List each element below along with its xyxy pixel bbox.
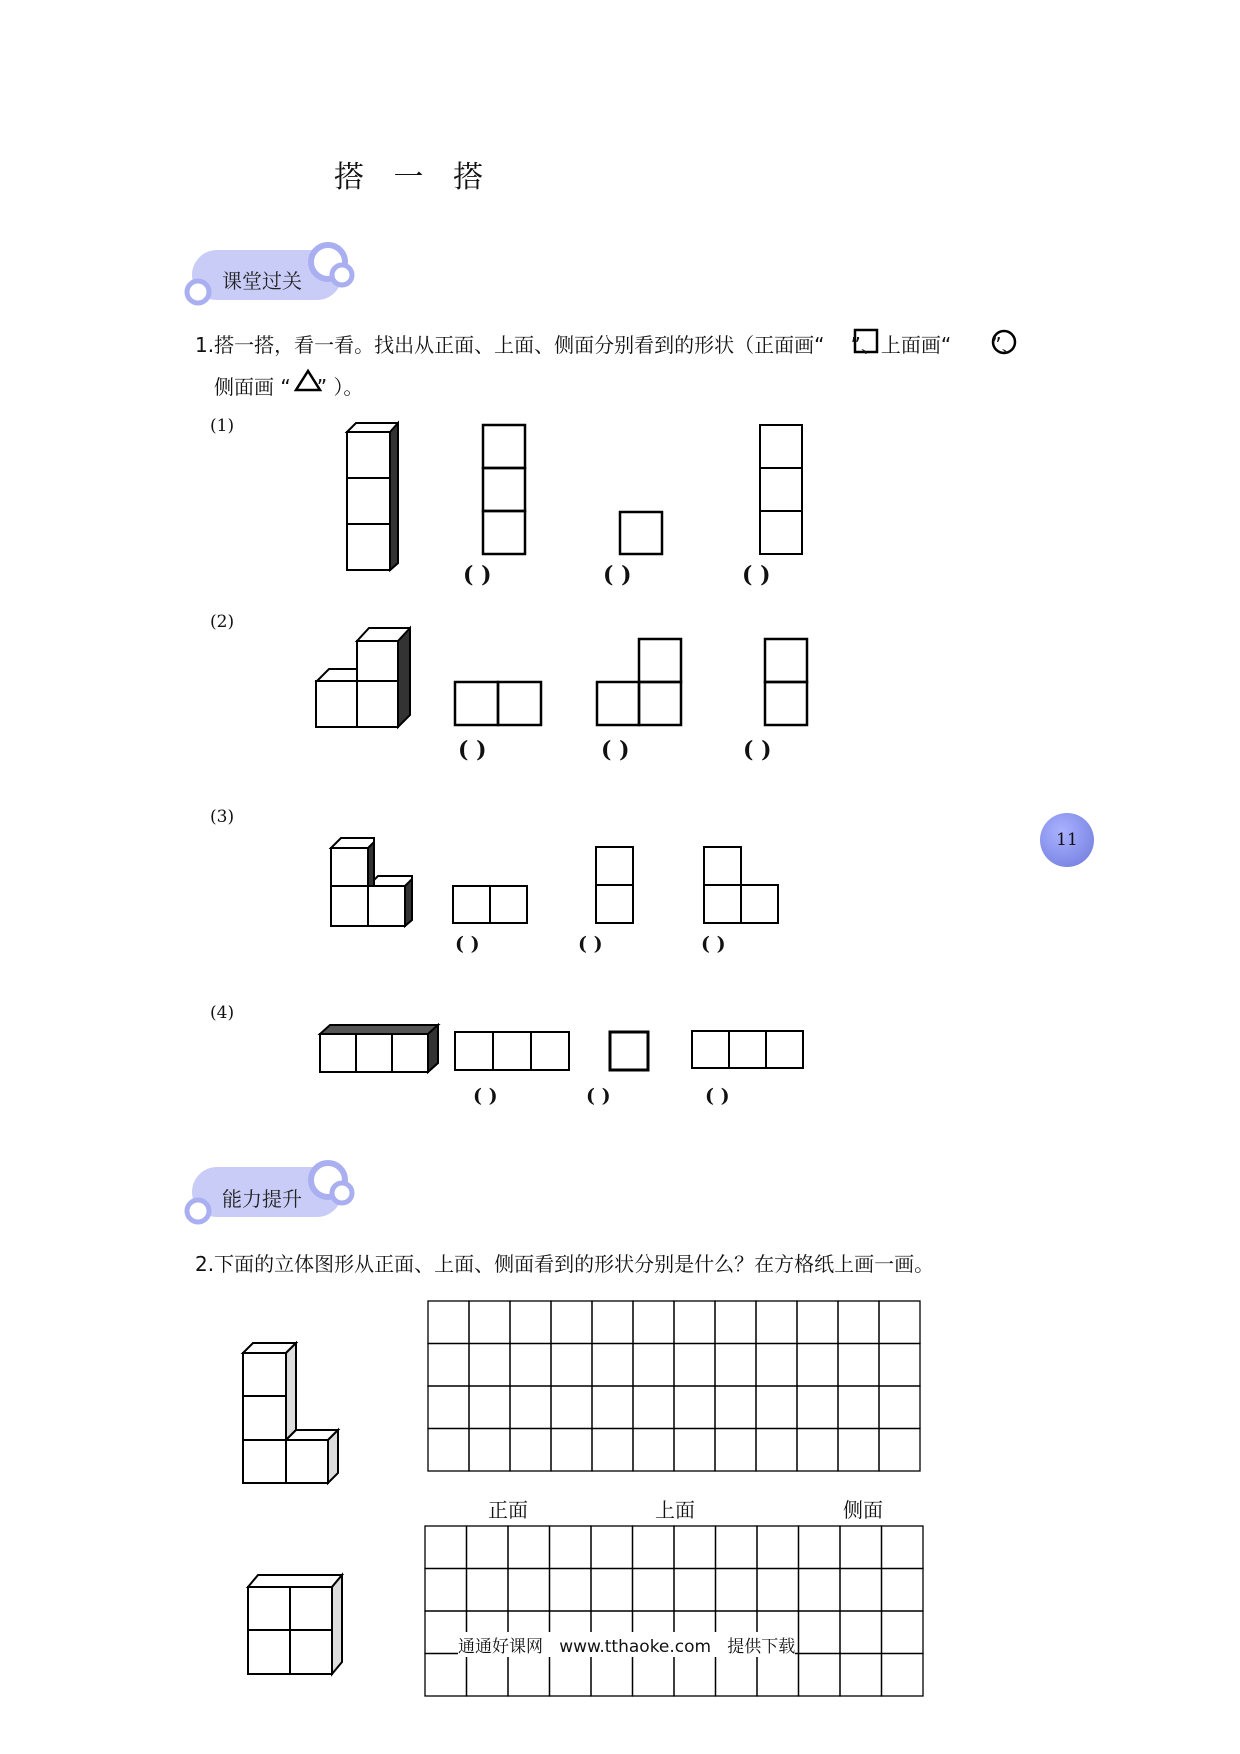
item1-view-b xyxy=(620,512,662,554)
grid-cell[interactable] xyxy=(550,1654,592,1697)
q1-line1-part-b: ”、上面画“ xyxy=(850,333,952,357)
grid-cell[interactable] xyxy=(882,1611,924,1654)
grid-cell[interactable] xyxy=(674,1344,715,1387)
grid-cell[interactable] xyxy=(840,1611,882,1654)
item-number-3: (3) xyxy=(210,807,235,827)
grid-cell[interactable] xyxy=(882,1569,924,1612)
item3-view-a xyxy=(453,886,527,923)
item1-view-c xyxy=(760,425,802,554)
grid-cell[interactable] xyxy=(591,1569,633,1612)
grid-cell[interactable] xyxy=(425,1526,467,1569)
item1-view-a xyxy=(483,425,525,554)
grid-cell[interactable] xyxy=(838,1301,879,1344)
answer-blank[interactable]: ( ) xyxy=(473,1085,498,1107)
grid-cell[interactable] xyxy=(716,1526,758,1569)
item-number-1: (1) xyxy=(210,416,235,436)
grid-cell[interactable] xyxy=(633,1386,674,1429)
answer-blank[interactable]: ( ) xyxy=(701,933,726,955)
grid-cell[interactable] xyxy=(510,1301,551,1344)
item-number-2: (2) xyxy=(210,612,235,632)
grid-cell[interactable] xyxy=(840,1526,882,1569)
grid-cell[interactable] xyxy=(633,1654,675,1697)
grid-cell[interactable] xyxy=(467,1654,509,1697)
grid-cell[interactable] xyxy=(551,1386,592,1429)
item4-solid-figure xyxy=(320,1025,438,1072)
answer-blank[interactable]: ( ) xyxy=(455,933,480,955)
grid-cell[interactable] xyxy=(882,1654,924,1697)
item2-view-b xyxy=(597,639,681,725)
grid-cell[interactable] xyxy=(551,1344,592,1387)
grid-cell[interactable] xyxy=(879,1386,920,1429)
grid-label-side: 侧面 xyxy=(843,1498,883,1522)
drawing-grid-1[interactable] xyxy=(428,1301,920,1471)
q1-line2 xyxy=(214,371,363,400)
grid-cell[interactable] xyxy=(879,1429,920,1472)
grid-cell[interactable] xyxy=(633,1569,675,1612)
grid-cell[interactable] xyxy=(550,1526,592,1569)
item2-view-c xyxy=(765,639,807,725)
page-number-badge: 11 xyxy=(1040,813,1094,867)
grid-cell[interactable] xyxy=(840,1569,882,1612)
item4-view-c xyxy=(692,1031,803,1068)
grid-cell[interactable] xyxy=(591,1526,633,1569)
grid-cell[interactable] xyxy=(469,1386,510,1429)
item2-solid-figure xyxy=(316,628,410,727)
q1-line2-part-b: ” ）。 xyxy=(316,375,364,399)
grid-cell[interactable] xyxy=(757,1654,799,1697)
grid-cell[interactable] xyxy=(715,1301,756,1344)
item3-view-c xyxy=(704,847,778,923)
grid-cell[interactable] xyxy=(633,1429,674,1472)
q2-text: 2.下面的立体图形从正面、上面、侧面看到的形状分别是什么？在方格纸上画一画。 xyxy=(195,1252,935,1276)
item3-view-b xyxy=(596,847,633,923)
grid-cell[interactable] xyxy=(674,1654,716,1697)
q1-line1-part-a: 1.搭一搭，看一看。找出从正面、上面、侧面分别看到的形状（正面画“ xyxy=(195,333,825,357)
grid-cell[interactable] xyxy=(510,1429,551,1472)
grid-cell[interactable] xyxy=(674,1569,716,1612)
section-label-2: 能力提升 xyxy=(222,1187,302,1211)
grid-cell[interactable] xyxy=(633,1526,675,1569)
grid-cell[interactable] xyxy=(797,1344,838,1387)
item4-view-a xyxy=(455,1032,569,1070)
grid-cell[interactable] xyxy=(716,1569,758,1612)
section-label-1: 课堂过关 xyxy=(222,269,302,293)
grid-cell[interactable] xyxy=(756,1429,797,1472)
grid-cell[interactable] xyxy=(428,1429,469,1472)
item1-solid-figure xyxy=(347,423,398,570)
grid-cell[interactable] xyxy=(674,1386,715,1429)
grid-cell[interactable] xyxy=(756,1301,797,1344)
grid-cell[interactable] xyxy=(592,1301,633,1344)
grid-cell[interactable] xyxy=(756,1386,797,1429)
grid-cell[interactable] xyxy=(799,1526,841,1569)
grid-cell[interactable] xyxy=(715,1344,756,1387)
footer-watermark: 通通好课网 www.tthaoke.com 提供下载 xyxy=(458,1632,795,1657)
grid-cell[interactable] xyxy=(715,1386,756,1429)
grid-cell[interactable] xyxy=(840,1654,882,1697)
grid-cell[interactable] xyxy=(879,1301,920,1344)
grid-cell[interactable] xyxy=(592,1429,633,1472)
grid-cell[interactable] xyxy=(674,1301,715,1344)
answer-blank[interactable]: ( ) xyxy=(705,1085,730,1107)
item3-solid-figure xyxy=(331,838,412,926)
grid-cell[interactable] xyxy=(467,1526,509,1569)
grid-cell[interactable] xyxy=(757,1526,799,1569)
grid-cell[interactable] xyxy=(469,1301,510,1344)
grid-cell[interactable] xyxy=(510,1386,551,1429)
answer-blank[interactable]: ( ) xyxy=(603,562,632,588)
grid-cell[interactable] xyxy=(469,1344,510,1387)
grid-cell[interactable] xyxy=(797,1386,838,1429)
grid-cell[interactable] xyxy=(591,1654,633,1697)
grid-cell[interactable] xyxy=(592,1344,633,1387)
item4-view-b xyxy=(610,1032,648,1070)
grid-cell[interactable] xyxy=(633,1301,674,1344)
grid-cell[interactable] xyxy=(551,1429,592,1472)
grid-cell[interactable] xyxy=(428,1301,469,1344)
grid-cell[interactable] xyxy=(838,1344,879,1387)
q2-figure-1 xyxy=(243,1343,338,1483)
grid-cell[interactable] xyxy=(674,1429,715,1472)
grid-cell[interactable] xyxy=(428,1386,469,1429)
grid-cell[interactable] xyxy=(799,1611,841,1654)
grid-cell[interactable] xyxy=(797,1429,838,1472)
answer-blank[interactable]: ( ) xyxy=(578,933,603,955)
answer-blank[interactable]: ( ) xyxy=(586,1085,611,1107)
grid-cell[interactable] xyxy=(425,1654,467,1697)
q1-line2-part-a: 侧面画 “ xyxy=(214,375,291,399)
grid-cell[interactable] xyxy=(425,1569,467,1612)
item-number-4: (4) xyxy=(210,1003,235,1023)
grid-label-front: 正面 xyxy=(488,1498,528,1522)
grid-cell[interactable] xyxy=(592,1386,633,1429)
grid-cell[interactable] xyxy=(508,1526,550,1569)
grid-cell[interactable] xyxy=(799,1654,841,1697)
grid-cell[interactable] xyxy=(674,1526,716,1569)
grid-cell[interactable] xyxy=(799,1569,841,1612)
grid-cell[interactable] xyxy=(428,1344,469,1387)
q1-line1 xyxy=(195,329,1022,358)
answer-blank[interactable]: ( ) xyxy=(463,562,492,588)
page-title: 搭 一 搭 xyxy=(334,160,494,195)
grid-cell[interactable] xyxy=(797,1301,838,1344)
grid-cell[interactable] xyxy=(633,1344,674,1387)
grid-label-top: 上面 xyxy=(655,1498,695,1522)
answer-blank[interactable]: ( ) xyxy=(458,737,487,763)
grid-cell[interactable] xyxy=(508,1569,550,1612)
grid-cell[interactable] xyxy=(715,1429,756,1472)
item2-view-a xyxy=(455,682,541,725)
grid-cell[interactable] xyxy=(716,1654,758,1697)
grid-cell[interactable] xyxy=(510,1344,551,1387)
drawing-grid-2[interactable] xyxy=(425,1526,923,1696)
grid-cell[interactable] xyxy=(469,1429,510,1472)
q1-line1-part-c: ”、 xyxy=(991,333,1022,357)
q2-figure-2 xyxy=(248,1575,342,1674)
answer-blank[interactable]: ( ) xyxy=(743,737,772,763)
answer-blank[interactable]: ( ) xyxy=(601,737,630,763)
grid-cell[interactable] xyxy=(508,1654,550,1697)
answer-blank[interactable]: ( ) xyxy=(742,562,771,588)
grid-cell[interactable] xyxy=(882,1526,924,1569)
grid-cell[interactable] xyxy=(756,1344,797,1387)
grid-cell[interactable] xyxy=(550,1569,592,1612)
grid-cell[interactable] xyxy=(879,1344,920,1387)
grid-cell[interactable] xyxy=(838,1386,879,1429)
grid-cell[interactable] xyxy=(757,1569,799,1612)
grid-cell[interactable] xyxy=(467,1569,509,1612)
grid-cell[interactable] xyxy=(551,1301,592,1344)
grid-cell[interactable] xyxy=(838,1429,879,1472)
